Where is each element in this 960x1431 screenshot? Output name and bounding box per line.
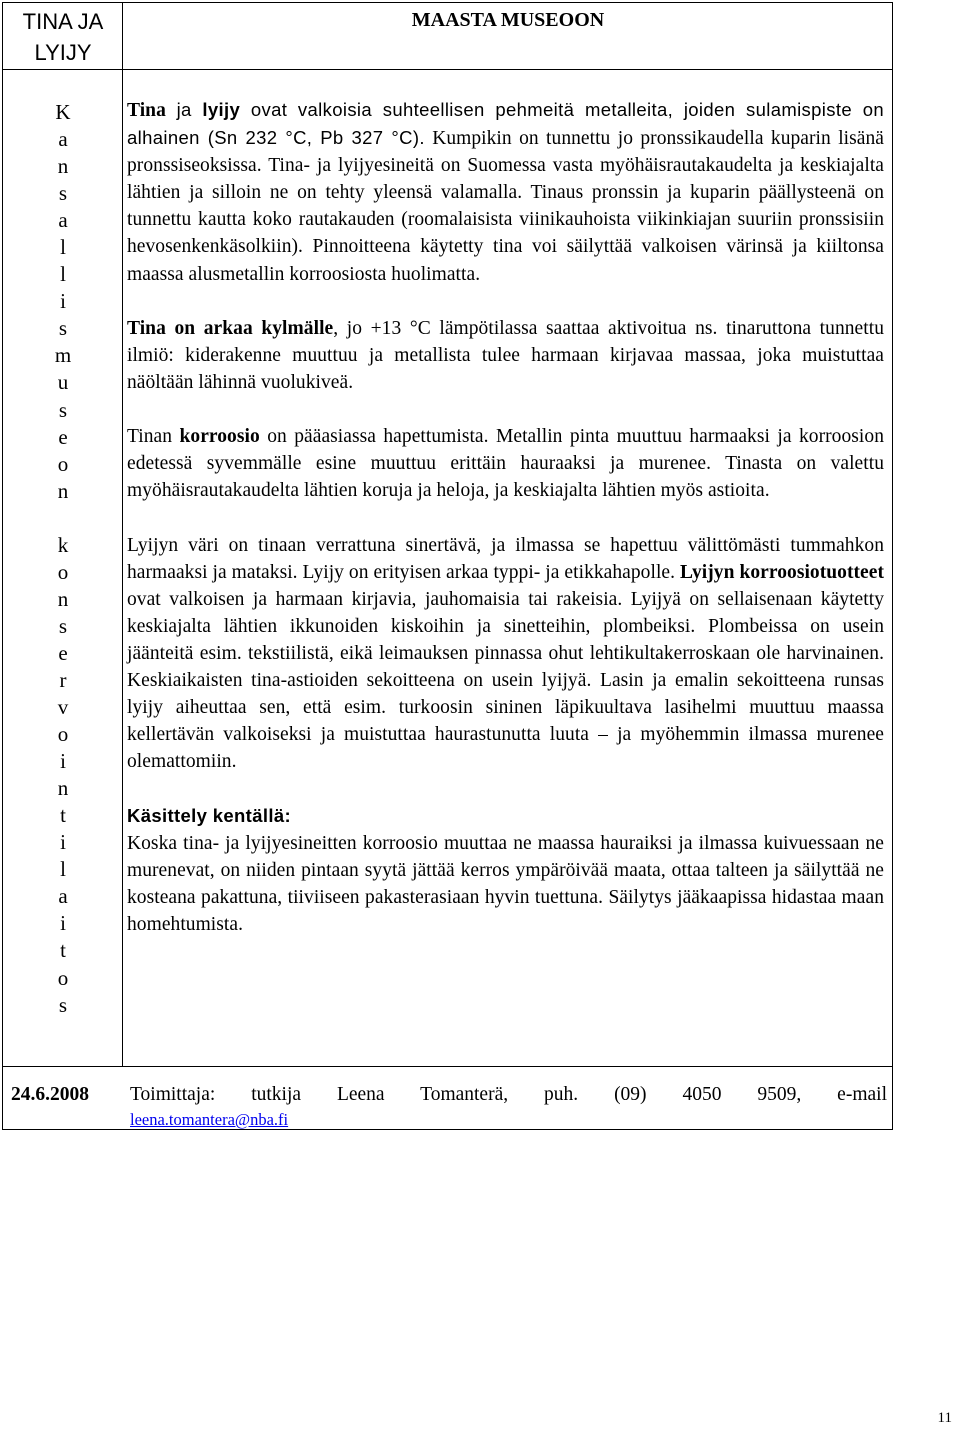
spacer <box>127 775 884 802</box>
side-letter: r <box>59 667 67 692</box>
text-run: Kumpikin on tunnettu jo pronssikaudella kuparin lisänä pronssiseoksissa. Tina- ja lyijyesineitä on Suomessa vasta myöhäisrautakaudelta ja keskiajalta lähtien ja silloin ne on tehty yleensä valamalla. <box>127 128 884 204</box>
side-letter: t <box>60 938 66 963</box>
side-letter: s <box>58 316 68 341</box>
page-number: 11 <box>937 1410 952 1426</box>
side-letter: a <box>58 127 68 152</box>
footer-contact: Toimittaja: tutkija Leena Tomanterä, puh. (09) 4050 9509, e-mail <box>130 1084 887 1105</box>
vertical-side-label <box>3 99 123 1019</box>
topic-title-line1: TINA JA <box>22 9 104 34</box>
side-letter: t <box>60 803 66 828</box>
side-letter: i <box>60 749 66 774</box>
side-letter: o <box>57 559 69 584</box>
bold-tina: Tina <box>127 100 166 121</box>
text-run: Pinnoitteena käytetty tina voi säilyttää valkoisen värinsä ja kiiltonsa maassa alusmetallin korroosiosta huolimatta. <box>127 236 884 285</box>
side-letter: o <box>57 965 69 990</box>
footer-divider <box>3 1066 892 1067</box>
side-letter: s <box>58 181 68 206</box>
bold-lyijy: lyijy <box>202 99 241 120</box>
footer-date: 24.6.2008 <box>11 1084 89 1105</box>
side-letter: n <box>57 478 69 503</box>
text-run: on pääasiassa hapettumista. Metallin pinta muuttuu harmaaksi ja korroosion edetessä syvemmälle esine muuttuu erittäin hauraaksi ja murenee. Tinasta on valettu myöhäisrautakaudelta lähtien koruja ja heloja, ja keskiajalta lähtien myös astioita. <box>127 426 884 502</box>
side-letter: s <box>58 613 68 638</box>
bold-tin-cold: Tina on arkaa kylmälle <box>127 317 334 339</box>
paragraph-intro <box>127 96 884 288</box>
bold-corrosion: korroosio <box>179 426 260 448</box>
topic-title-line2: LYIJY <box>34 40 92 65</box>
topic-title <box>3 3 123 72</box>
paragraph-field-handling: Koska tina- ja lyijyesineitten korroosio muuttaa ne maassa hauraiksi ja ilmassa kuivuessaan ne murenevat, on niiden pintaan syytä jättää kerros ympäröivää maata, ottaa talteen ja säilyttää ne kosteana pakattuna, tiiviiseen pakasterasiaan hyvin tuettuna. Säilytys jääkaapissa hidastaa maan homehtumista. <box>127 832 884 935</box>
text-run: , jo +13 °C lämpötilassa saattaa aktivoitua ns. tinaruttona tunnettu ilmiö: kiderakenne muuttuu ja metallista tulee harmaan kirjavaa massaa, joka muistuttaa näöltään lähinnä vuolukiveä. <box>127 317 884 393</box>
header-divider <box>3 69 892 70</box>
spacer <box>127 288 884 315</box>
side-letter: v <box>57 695 69 720</box>
side-letter: n <box>57 586 69 611</box>
text-run: Tinaus pronssin ja kuparin päällysteenä on tunnettu kautta koko rautakauden (roomalaisista viinikauhoista viikinkiajan suuriin pronssisiin hevosenkenkäsolkiin). <box>127 182 884 258</box>
text-run: Tinan <box>127 426 180 448</box>
footer-email-link[interactable]: leena.tomantera@nba.fi <box>130 1110 289 1129</box>
side-letter: l <box>60 262 66 287</box>
side-letter: e <box>58 424 68 449</box>
text-run: Lyijyn väri on tinaan verrattuna sinertävä, ja ilmassa se hapettuu välittömästi tummahkon harmaaksi ja mataksi. Lyijy on erityisen arkaa typpi- ja etikkahapolle. <box>127 534 884 583</box>
spacer <box>127 504 884 531</box>
side-letter: k <box>57 532 69 557</box>
side-letter: o <box>57 722 69 747</box>
side-letter: o <box>57 451 69 476</box>
side-letter: K <box>55 100 71 124</box>
side-letter <box>3 505 123 532</box>
paragraph-tin-cold <box>127 315 884 396</box>
side-letter: e <box>58 640 68 665</box>
side-letter: i <box>60 830 66 855</box>
side-letter: m <box>54 343 72 368</box>
field-handling-heading: Käsittely kentällä: <box>127 805 291 827</box>
body-text <box>127 96 884 938</box>
spacer <box>127 396 884 423</box>
side-letter: i <box>60 289 66 314</box>
side-letter: a <box>58 208 68 233</box>
side-letter: i <box>60 911 66 936</box>
side-letter: n <box>57 154 69 179</box>
side-letter: l <box>60 857 66 882</box>
side-letter: a <box>58 884 68 909</box>
side-letter: s <box>58 397 68 422</box>
page-title: MAASTA MUSEOON <box>411 9 605 31</box>
side-letter: l <box>60 235 66 260</box>
text-run: ovat valkoisen ja harmaan kirjavia, jauhomaisia tai rakeisia. Lyijyä on sellaisenaan käytetty keskiajalta lähtien ikkunoiden kiskoihin ja sinetteihin, plombeiksi. Plombeissa on usein jäänteitä esim. tekstiilistä, eikä leimauksen pinnassa ohut lehtikultakerroskaan ole harvinainen. Keskiaikaisten tina-astioiden sekoitteena on usein lyijyä. Lasin ja emalin sekoitteena runsas lyijy aiheuttaa sen, että esim. turkoosin sininen läpikuultava lasihelmi muuttuu maassa kellertävän valkoiseksi ja muistuttaa haurastunutta luuta – ja myöhemmin ilmassa murenee olemattomiin. <box>127 588 884 773</box>
text-run: ja <box>165 99 203 120</box>
paragraph-tin-corrosion <box>127 423 884 504</box>
side-letter: s <box>58 992 68 1017</box>
side-letter: u <box>57 370 69 395</box>
bold-lead-corrosion: Lyijyn korroosiotuotteet <box>680 561 884 583</box>
side-letter: n <box>57 776 69 801</box>
text-run: ovat valkoisia suhteellisen pehmeitä metalleita, joiden sulamispiste on alhainen (Sn 232 °C, Pb 327 °C). <box>127 99 884 149</box>
paragraph-lead <box>127 532 884 776</box>
